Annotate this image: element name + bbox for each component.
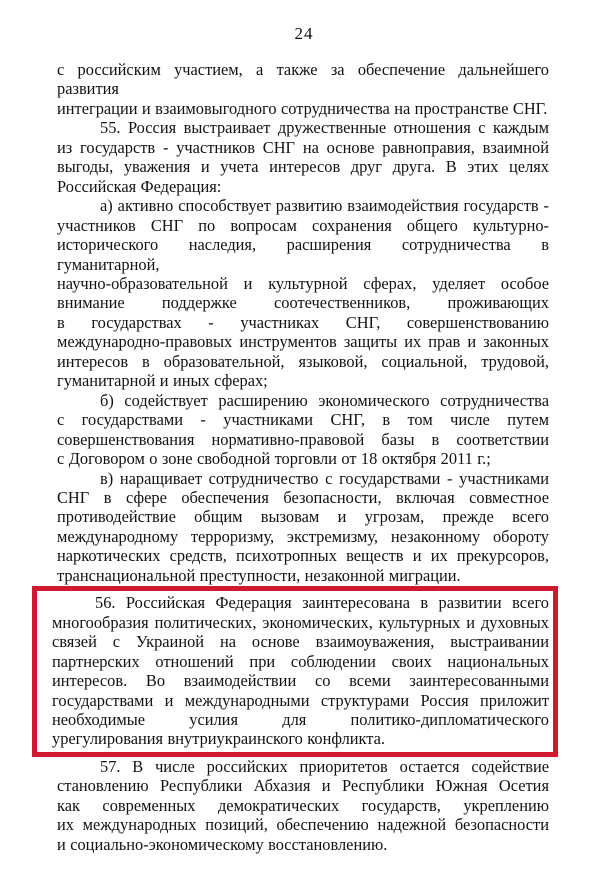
text-line: с государствами - участниками СНГ, в том числе путем <box>57 410 549 430</box>
paragraph-55-v <box>57 469 549 586</box>
text-line: исторического наследия, расширения сотрудничества в гуманитарной, <box>57 235 549 274</box>
text-line: интересов в образовательной, языковой, социальной, трудовой, <box>57 351 549 371</box>
paragraph-54-continuation <box>57 60 549 118</box>
paragraph-57 <box>57 757 549 854</box>
text-line: из государств - участников СНГ на основе равноправия, взаимной <box>57 137 549 157</box>
text-line: 56. Российская Федерация заинтересована в развитии всего <box>95 593 549 613</box>
text-line: 57. В числе российских приоритетов остается содействие <box>100 756 549 776</box>
text-line: транснациональной преступности, незаконной миграции. <box>57 565 461 585</box>
text-line: наркотических средств, психотропных веществ и их прекурсоров, <box>57 546 549 566</box>
text-line: партнерских отношений при соблюдении своих национальных <box>52 651 549 671</box>
text-line: международному терроризму, экстремизму, незаконному обороту <box>57 526 549 546</box>
paragraph-55 <box>57 118 549 196</box>
text-line: интересов. Во взаимодействии со всеми заинтересованными <box>52 671 549 691</box>
text-line: международно-правовых инструментов защиты их прав и законных <box>57 332 549 352</box>
text-line: интеграции и взаимовыгодного сотрудничества на пространстве СНГ. <box>57 98 548 118</box>
text-line: 55. Россия выстраивает дружественные отношения с каждым <box>100 118 549 138</box>
text-line: б) содействует расширению экономического сотрудничества <box>100 390 549 410</box>
text-line: Российская Федерация: <box>57 176 222 196</box>
text-line: СНГ в сфере обеспечения безопасности, включая совместное <box>57 487 549 507</box>
document-body <box>52 60 549 854</box>
text-line: урегулирования внутриукраинского конфликта. <box>52 729 385 749</box>
text-line: в государствах - участниках СНГ, совершенствованию <box>57 312 549 332</box>
text-line: и социально-экономическому восстановлению. <box>57 834 388 854</box>
paragraph-56 <box>52 593 549 749</box>
text-line: научно-образовательной и культурной сферах, уделяет особое <box>57 273 549 293</box>
text-line: с российским участием, а также за обеспечение дальнейшего развития <box>57 60 549 99</box>
text-line: государствами и международными структурами Россия приложит <box>52 690 549 710</box>
paragraph-55-a <box>57 196 549 391</box>
text-line: а) активно способствует развитию взаимодействия государств - <box>100 196 549 216</box>
text-line: связей с Украиной на основе взаимоуважения, выстраивании <box>52 632 549 652</box>
text-line: гуманитарной и иных сферах; <box>57 371 268 391</box>
highlight-box-paragraph-56 <box>32 586 558 757</box>
text-line: совершенствования нормативно-правовой базы в соответствии <box>57 429 549 449</box>
text-line: выгоды, уважения и учета интересов друг друга. В этих целях <box>57 157 549 177</box>
text-line: необходимые усилия для политико-дипломатического <box>52 709 549 729</box>
text-line: их международных позиций, обеспечению надежной безопасности <box>57 815 549 835</box>
paragraph-55-b <box>57 391 549 469</box>
page-number: 24 <box>294 24 314 43</box>
text-line: участников СНГ по вопросам сохранения общего культурно- <box>57 215 549 235</box>
text-line: противодействие общим вызовам и угрозам, прежде всего <box>57 507 549 527</box>
text-line: с Договором о зоне свободной торговли от 18 октября 2011 г.; <box>57 449 491 469</box>
text-line: многообразия политических, экономических, культурных и духовных <box>52 612 549 632</box>
text-line: как современных демократических государств, укреплению <box>57 795 549 815</box>
text-line: в) наращивает сотрудничество с государствами - участниками <box>100 468 549 488</box>
text-line: внимание поддержке соотечественников, проживающих <box>57 293 549 313</box>
text-line: становлению Республики Абхазия и Республики Южная Осетия <box>57 776 549 796</box>
